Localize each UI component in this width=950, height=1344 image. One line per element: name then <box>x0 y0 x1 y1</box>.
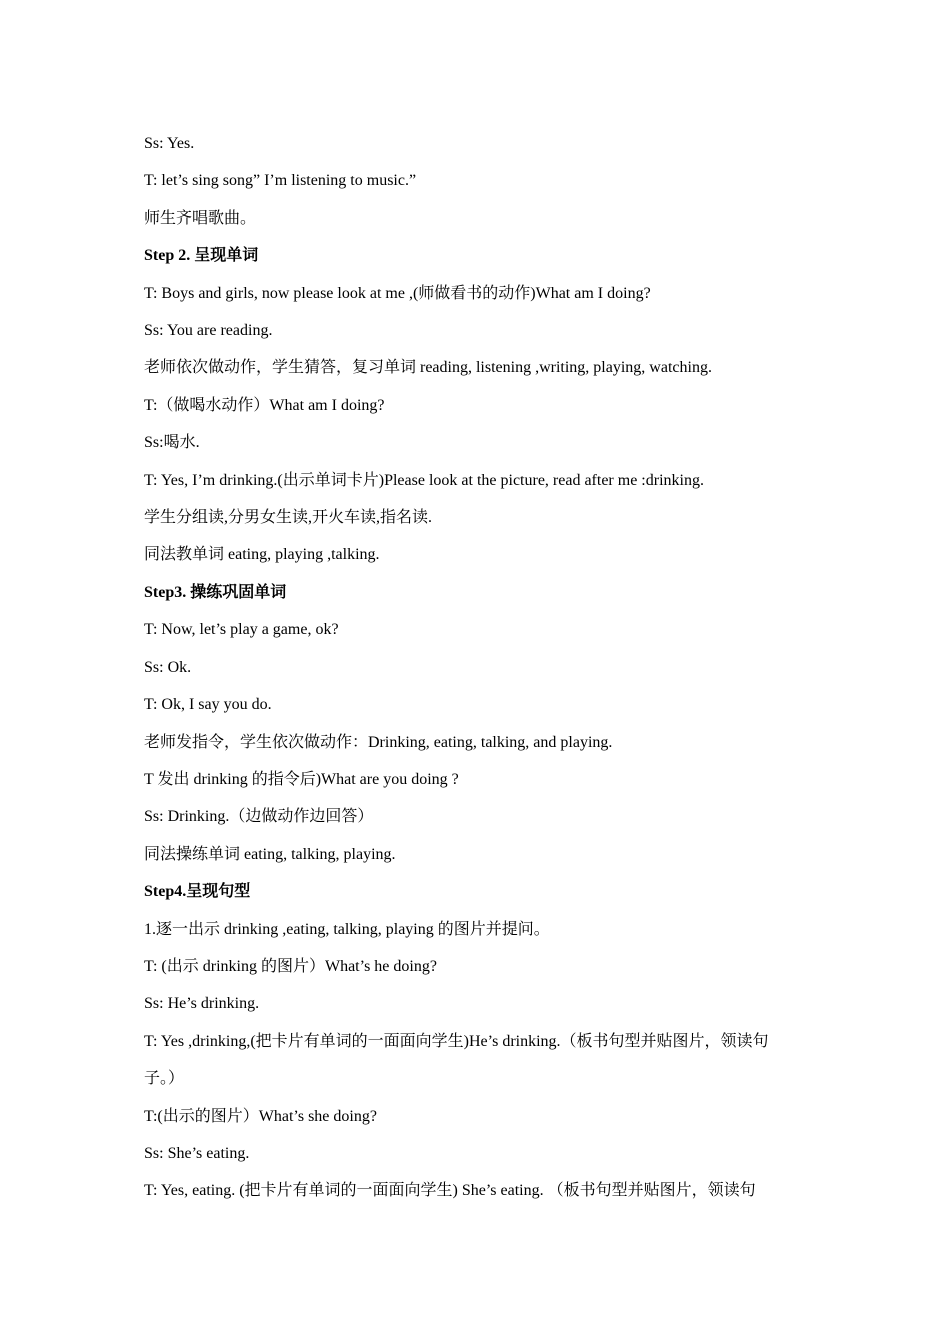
text-line: T:（做喝水动作）What am I doing? <box>144 396 385 414</box>
text-line: 学生分组读,分男女生读,开火车读,指名读. <box>144 509 433 527</box>
text-line: T: Now, let’s play a game, ok? <box>144 621 339 639</box>
text-line: T: Yes, eating. (把卡片有单词的一面面向学生) She’s eating. （板书句型并贴图片，领读句 <box>144 1182 756 1200</box>
text-line: T: Ok, I say you do. <box>144 696 272 714</box>
text-line: Ss: Ok. <box>144 658 192 676</box>
document-body <box>144 125 814 1210</box>
text-line: 老师发指令，学生依次做动作：Drinking, eating, talking, and playing. <box>144 733 613 751</box>
text-line: T: Yes, I’m drinking.(出示单词卡片)Please look at the picture, read after me :drinking. <box>144 471 704 489</box>
text-line: 同法操练单词 eating, talking, playing. <box>144 845 396 863</box>
text-line: T: Boys and girls, now please look at me ,(师做看书的动作)What am I doing? <box>144 284 651 302</box>
text-line: 1.逐一出示 drinking ,eating, talking, playing 的图片并提问。 <box>144 920 550 938</box>
text-line: T 发出 drinking 的指令后)What are you doing ? <box>144 770 459 788</box>
text-line: T: Yes ,drinking,(把卡片有单词的一面面向学生)He’s drinking.（板书句型并贴图片，领读句 <box>144 1032 769 1050</box>
text-line: 子。） <box>144 1070 185 1088</box>
text-line: 老师依次做动作，学生猜答，复习单词 reading, listening ,writing, playing, watching. <box>144 359 712 377</box>
text-line: T:(出示的图片）What’s she doing? <box>144 1107 377 1125</box>
text-line: Ss: He’s drinking. <box>144 995 260 1013</box>
text-line: 同法教单词 eating, playing ,talking. <box>144 546 380 564</box>
text-line: Ss: Yes. <box>144 135 195 152</box>
section-heading: Step 2. 呈现单词 <box>144 247 259 265</box>
text-line: T: let’s sing song” I’m listening to music.” <box>144 172 417 190</box>
text-line: T: (出示 drinking 的图片）What’s he doing? <box>144 957 437 975</box>
text-line: Ss:喝水. <box>144 434 200 452</box>
text-line: Ss: She’s eating. <box>144 1144 250 1162</box>
text-line: Ss: You are reading. <box>144 322 273 340</box>
section-heading: Step3. 操练巩固单词 <box>144 583 287 601</box>
section-heading: Step4.呈现句型 <box>144 883 251 901</box>
text-line: Ss: Drinking.（边做动作边回答） <box>144 808 374 826</box>
text-line: 师生齐唱歌曲。 <box>144 209 257 227</box>
